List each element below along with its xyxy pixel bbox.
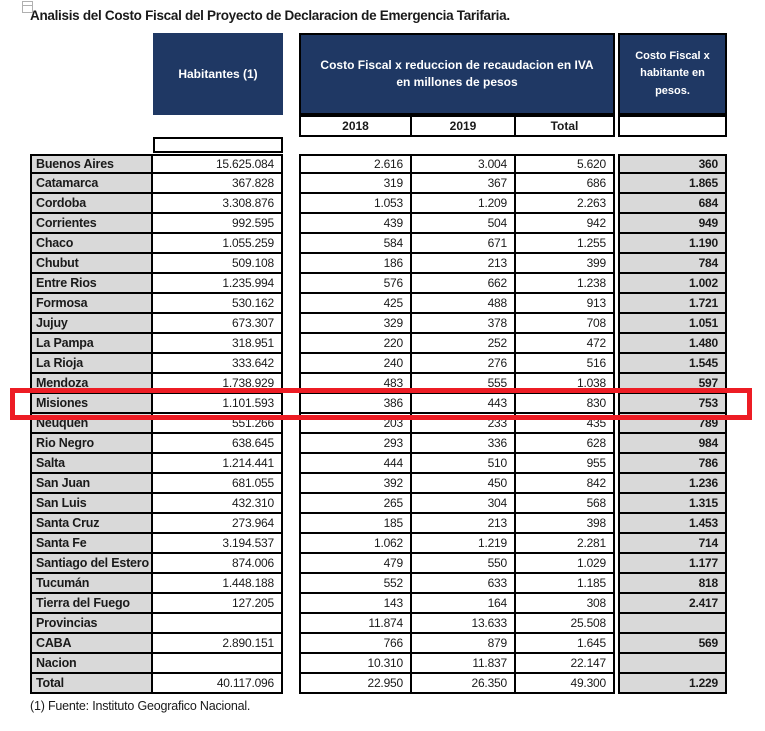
column-gap bbox=[283, 674, 299, 694]
cost-2019-cell: 504 bbox=[412, 214, 516, 234]
column-gap bbox=[283, 614, 299, 634]
table-row bbox=[30, 614, 727, 634]
habitantes-cell: 1.214.441 bbox=[153, 454, 283, 474]
cost-total-cell: 1.255 bbox=[516, 234, 615, 254]
table-row bbox=[30, 474, 727, 494]
column-gap bbox=[283, 334, 299, 354]
province-name-cell: La Rioja bbox=[30, 354, 153, 374]
cost-total-cell: 2.263 bbox=[516, 194, 615, 214]
cost-2018-cell: 319 bbox=[299, 174, 412, 194]
column-gap bbox=[283, 554, 299, 574]
per-capita-cell: 597 bbox=[618, 374, 727, 394]
page-title: Analisis del Costo Fiscal del Proyecto de Declaracion de Emergencia Tarifaria. bbox=[30, 8, 510, 23]
cost-total-cell: 1.038 bbox=[516, 374, 615, 394]
header-per-capita: Costo Fiscal x habitante en pesos. bbox=[618, 33, 727, 115]
province-name-cell: Tierra del Fuego bbox=[30, 594, 153, 614]
per-capita-cell bbox=[618, 654, 727, 674]
column-gap bbox=[283, 634, 299, 654]
province-name-cell: Total bbox=[30, 674, 153, 694]
cost-2018-cell: 392 bbox=[299, 474, 412, 494]
province-name-cell: Santiago del Estero bbox=[30, 554, 153, 574]
province-name-cell: Mendoza bbox=[30, 374, 153, 394]
column-gap bbox=[283, 354, 299, 374]
cost-2018-cell: 10.310 bbox=[299, 654, 412, 674]
cost-2019-cell: 510 bbox=[412, 454, 516, 474]
column-gap bbox=[283, 514, 299, 534]
cost-total-cell: 308 bbox=[516, 594, 615, 614]
table-row bbox=[30, 234, 727, 254]
column-gap bbox=[283, 194, 299, 214]
cost-2019-cell: 13.633 bbox=[412, 614, 516, 634]
province-name-cell: Chubut bbox=[30, 254, 153, 274]
habitantes-cell: 1.448.188 bbox=[153, 574, 283, 594]
table-row bbox=[30, 514, 727, 534]
cost-2018-cell: 1.053 bbox=[299, 194, 412, 214]
cost-2018-cell: 293 bbox=[299, 434, 412, 454]
table-row bbox=[30, 174, 727, 194]
per-capita-cell: 684 bbox=[618, 194, 727, 214]
table-gap-row bbox=[30, 137, 727, 154]
table-row bbox=[30, 634, 727, 654]
cost-total-cell: 399 bbox=[516, 254, 615, 274]
column-gap bbox=[283, 33, 299, 115]
table-row bbox=[30, 594, 727, 614]
fiscal-cost-table bbox=[30, 33, 727, 694]
cost-total-cell: 942 bbox=[516, 214, 615, 234]
habitantes-cell: 509.108 bbox=[153, 254, 283, 274]
cost-2018-cell: 186 bbox=[299, 254, 412, 274]
column-gap bbox=[283, 474, 299, 494]
per-capita-cell: 789 bbox=[618, 414, 727, 434]
cost-2019-cell: 213 bbox=[412, 254, 516, 274]
cost-total-cell: 842 bbox=[516, 474, 615, 494]
cost-2019-cell: 443 bbox=[412, 394, 516, 414]
cost-total-cell: 49.300 bbox=[516, 674, 615, 694]
cost-2019-cell: 26.350 bbox=[412, 674, 516, 694]
table-row bbox=[30, 194, 727, 214]
habitantes-cell: 992.595 bbox=[153, 214, 283, 234]
table-row bbox=[30, 574, 727, 594]
cost-2019-cell: 11.837 bbox=[412, 654, 516, 674]
table-row bbox=[30, 314, 727, 334]
cost-total-cell: 22.147 bbox=[516, 654, 615, 674]
cost-2019-cell: 3.004 bbox=[412, 154, 516, 174]
column-gap bbox=[283, 294, 299, 314]
per-capita-cell: 569 bbox=[618, 634, 727, 654]
footnote: (1) Fuente: Instituto Geografico Nacional. bbox=[30, 699, 251, 713]
cost-2019-cell: 879 bbox=[412, 634, 516, 654]
subheader-spacer bbox=[30, 115, 153, 137]
column-gap bbox=[283, 574, 299, 594]
province-name-cell: La Pampa bbox=[30, 334, 153, 354]
province-name-cell: Neuquén bbox=[30, 414, 153, 434]
table-header-row bbox=[30, 33, 727, 115]
table-row bbox=[30, 434, 727, 454]
cost-2018-cell: 576 bbox=[299, 274, 412, 294]
province-name-cell: San Juan bbox=[30, 474, 153, 494]
table-row bbox=[30, 214, 727, 234]
cost-2018-cell: 439 bbox=[299, 214, 412, 234]
cost-2018-cell: 479 bbox=[299, 554, 412, 574]
cost-total-cell: 955 bbox=[516, 454, 615, 474]
cost-total-cell: 472 bbox=[516, 334, 615, 354]
habitantes-cell bbox=[153, 614, 283, 634]
subheader-total: Total bbox=[516, 115, 615, 137]
habitantes-cell: 367.828 bbox=[153, 174, 283, 194]
cost-2018-cell: 483 bbox=[299, 374, 412, 394]
cost-total-cell: 628 bbox=[516, 434, 615, 454]
column-gap bbox=[283, 274, 299, 294]
table-row bbox=[30, 294, 727, 314]
cost-2018-cell: 444 bbox=[299, 454, 412, 474]
province-name-cell: Cordoba bbox=[30, 194, 153, 214]
province-name-cell: Corrientes bbox=[30, 214, 153, 234]
per-capita-cell: 984 bbox=[618, 434, 727, 454]
province-name-cell: Jujuy bbox=[30, 314, 153, 334]
province-name-cell: Formosa bbox=[30, 294, 153, 314]
per-capita-cell: 1.453 bbox=[618, 514, 727, 534]
cost-2018-cell: 2.616 bbox=[299, 154, 412, 174]
habitantes-cell: 874.006 bbox=[153, 554, 283, 574]
cost-2018-cell: 240 bbox=[299, 354, 412, 374]
habitantes-cell: 2.890.151 bbox=[153, 634, 283, 654]
per-capita-cell bbox=[618, 614, 727, 634]
cost-2018-cell: 425 bbox=[299, 294, 412, 314]
cost-total-cell: 5.620 bbox=[516, 154, 615, 174]
province-name-cell: Tucumán bbox=[30, 574, 153, 594]
column-gap bbox=[283, 254, 299, 274]
table-row bbox=[30, 654, 727, 674]
habitantes-cell bbox=[153, 654, 283, 674]
cost-total-cell: 830 bbox=[516, 394, 615, 414]
habitantes-cell: 1.235.994 bbox=[153, 274, 283, 294]
gap-spacer bbox=[30, 137, 153, 154]
per-capita-cell: 1.177 bbox=[618, 554, 727, 574]
per-capita-cell: 1.229 bbox=[618, 674, 727, 694]
province-name-cell: Rio Negro bbox=[30, 434, 153, 454]
per-capita-cell: 786 bbox=[618, 454, 727, 474]
province-name-cell: Provincias bbox=[30, 614, 153, 634]
per-capita-cell: 753 bbox=[618, 394, 727, 414]
cost-2018-cell: 1.062 bbox=[299, 534, 412, 554]
cost-total-cell: 1.645 bbox=[516, 634, 615, 654]
per-capita-cell: 360 bbox=[618, 154, 727, 174]
habitantes-cell: 1.101.593 bbox=[153, 394, 283, 414]
cost-2019-cell: 450 bbox=[412, 474, 516, 494]
per-capita-cell: 1.865 bbox=[618, 174, 727, 194]
cost-2019-cell: 555 bbox=[412, 374, 516, 394]
province-name-cell: Entre Rios bbox=[30, 274, 153, 294]
per-capita-cell: 2.417 bbox=[618, 594, 727, 614]
column-gap bbox=[283, 454, 299, 474]
cost-2018-cell: 386 bbox=[299, 394, 412, 414]
province-name-cell: Misiones bbox=[30, 394, 153, 414]
table-row bbox=[30, 554, 727, 574]
habitantes-cell: 15.625.084 bbox=[153, 154, 283, 174]
per-capita-cell: 784 bbox=[618, 254, 727, 274]
cost-2019-cell: 276 bbox=[412, 354, 516, 374]
habitantes-cell: 40.117.096 bbox=[153, 674, 283, 694]
cost-2019-cell: 304 bbox=[412, 494, 516, 514]
cost-2018-cell: 766 bbox=[299, 634, 412, 654]
table-row bbox=[30, 354, 727, 374]
cost-total-cell: 435 bbox=[516, 414, 615, 434]
habitantes-cell: 3.308.876 bbox=[153, 194, 283, 214]
cost-2019-cell: 550 bbox=[412, 554, 516, 574]
column-gap bbox=[283, 115, 299, 137]
habitantes-cell: 432.310 bbox=[153, 494, 283, 514]
habitantes-cell: 551.266 bbox=[153, 414, 283, 434]
habitantes-cell: 638.645 bbox=[153, 434, 283, 454]
column-gap bbox=[283, 174, 299, 194]
habitantes-cell: 1.055.259 bbox=[153, 234, 283, 254]
column-gap bbox=[283, 214, 299, 234]
table-row bbox=[30, 334, 727, 354]
cost-2019-cell: 233 bbox=[412, 414, 516, 434]
cost-2019-cell: 1.209 bbox=[412, 194, 516, 214]
cost-total-cell: 25.508 bbox=[516, 614, 615, 634]
habitantes-cell: 127.205 bbox=[153, 594, 283, 614]
cost-2019-cell: 1.219 bbox=[412, 534, 516, 554]
cost-total-cell: 516 bbox=[516, 354, 615, 374]
cost-total-cell: 913 bbox=[516, 294, 615, 314]
header-spacer bbox=[30, 33, 153, 115]
province-name-cell: San Luis bbox=[30, 494, 153, 514]
per-capita-cell: 1.051 bbox=[618, 314, 727, 334]
cost-2018-cell: 185 bbox=[299, 514, 412, 534]
column-gap bbox=[283, 234, 299, 254]
province-name-cell: Santa Fe bbox=[30, 534, 153, 554]
cost-total-cell: 568 bbox=[516, 494, 615, 514]
column-gap bbox=[283, 154, 299, 174]
habitantes-cell: 318.951 bbox=[153, 334, 283, 354]
cost-total-cell: 1.238 bbox=[516, 274, 615, 294]
subheader-2018: 2018 bbox=[299, 115, 412, 137]
habitantes-cell: 673.307 bbox=[153, 314, 283, 334]
province-name-cell: Buenos Aires bbox=[30, 154, 153, 174]
per-capita-cell: 1.480 bbox=[618, 334, 727, 354]
cost-total-cell: 708 bbox=[516, 314, 615, 334]
habitantes-cell: 1.738.929 bbox=[153, 374, 283, 394]
cost-2019-cell: 336 bbox=[412, 434, 516, 454]
cost-2018-cell: 329 bbox=[299, 314, 412, 334]
province-name-cell: CABA bbox=[30, 634, 153, 654]
cost-2019-cell: 633 bbox=[412, 574, 516, 594]
habitantes-cell: 681.055 bbox=[153, 474, 283, 494]
per-capita-cell: 1.545 bbox=[618, 354, 727, 374]
subheader-2019: 2019 bbox=[412, 115, 516, 137]
column-gap bbox=[283, 494, 299, 514]
table-row bbox=[30, 454, 727, 474]
per-capita-cell: 949 bbox=[618, 214, 727, 234]
province-name-cell: Catamarca bbox=[30, 174, 153, 194]
per-capita-cell: 1.190 bbox=[618, 234, 727, 254]
cost-2019-cell: 164 bbox=[412, 594, 516, 614]
header-iva-group: Costo Fiscal x reduccion de recaudacion en IVA en millones de pesos bbox=[299, 33, 615, 115]
cost-2019-cell: 252 bbox=[412, 334, 516, 354]
cost-2019-cell: 367 bbox=[412, 174, 516, 194]
cost-2019-cell: 213 bbox=[412, 514, 516, 534]
province-name-cell: Santa Cruz bbox=[30, 514, 153, 534]
province-name-cell: Nacion bbox=[30, 654, 153, 674]
subheader-spacer bbox=[153, 115, 283, 137]
table-row bbox=[30, 494, 727, 514]
cost-2018-cell: 220 bbox=[299, 334, 412, 354]
header-habitantes: Habitantes (1) bbox=[153, 33, 283, 115]
cost-2019-cell: 671 bbox=[412, 234, 516, 254]
per-capita-cell: 1.002 bbox=[618, 274, 727, 294]
cost-2018-cell: 143 bbox=[299, 594, 412, 614]
cost-2018-cell: 11.874 bbox=[299, 614, 412, 634]
cost-2018-cell: 584 bbox=[299, 234, 412, 254]
habitantes-cell: 3.194.537 bbox=[153, 534, 283, 554]
cost-2019-cell: 378 bbox=[412, 314, 516, 334]
cost-total-cell: 398 bbox=[516, 514, 615, 534]
column-gap bbox=[283, 534, 299, 554]
cost-total-cell: 686 bbox=[516, 174, 615, 194]
table-subheader-row bbox=[30, 115, 727, 137]
cost-total-cell: 1.029 bbox=[516, 554, 615, 574]
per-capita-cell: 1.721 bbox=[618, 294, 727, 314]
cost-2018-cell: 203 bbox=[299, 414, 412, 434]
table-row bbox=[30, 254, 727, 274]
column-gap bbox=[283, 314, 299, 334]
subheader-per-capita-empty bbox=[618, 115, 727, 137]
cost-2019-cell: 662 bbox=[412, 274, 516, 294]
per-capita-cell: 818 bbox=[618, 574, 727, 594]
per-capita-cell: 1.236 bbox=[618, 474, 727, 494]
cost-total-cell: 2.281 bbox=[516, 534, 615, 554]
province-name-cell: Chaco bbox=[30, 234, 153, 254]
cost-2019-cell: 488 bbox=[412, 294, 516, 314]
table-row bbox=[30, 274, 727, 294]
table-row bbox=[30, 674, 727, 694]
column-gap bbox=[283, 594, 299, 614]
per-capita-cell: 714 bbox=[618, 534, 727, 554]
per-capita-cell: 1.315 bbox=[618, 494, 727, 514]
misiones-highlight-box bbox=[10, 388, 752, 420]
empty-habitantes-cell bbox=[153, 137, 283, 153]
habitantes-cell: 530.162 bbox=[153, 294, 283, 314]
table-row bbox=[30, 534, 727, 554]
column-gap bbox=[283, 434, 299, 454]
column-gap bbox=[283, 654, 299, 674]
cost-2018-cell: 265 bbox=[299, 494, 412, 514]
image-placeholder-line bbox=[23, 2, 32, 6]
cost-2018-cell: 22.950 bbox=[299, 674, 412, 694]
table-row bbox=[30, 154, 727, 174]
cost-total-cell: 1.185 bbox=[516, 574, 615, 594]
province-name-cell: Salta bbox=[30, 454, 153, 474]
table-body bbox=[30, 154, 727, 694]
habitantes-cell: 273.964 bbox=[153, 514, 283, 534]
habitantes-cell: 333.642 bbox=[153, 354, 283, 374]
cost-2018-cell: 552 bbox=[299, 574, 412, 594]
